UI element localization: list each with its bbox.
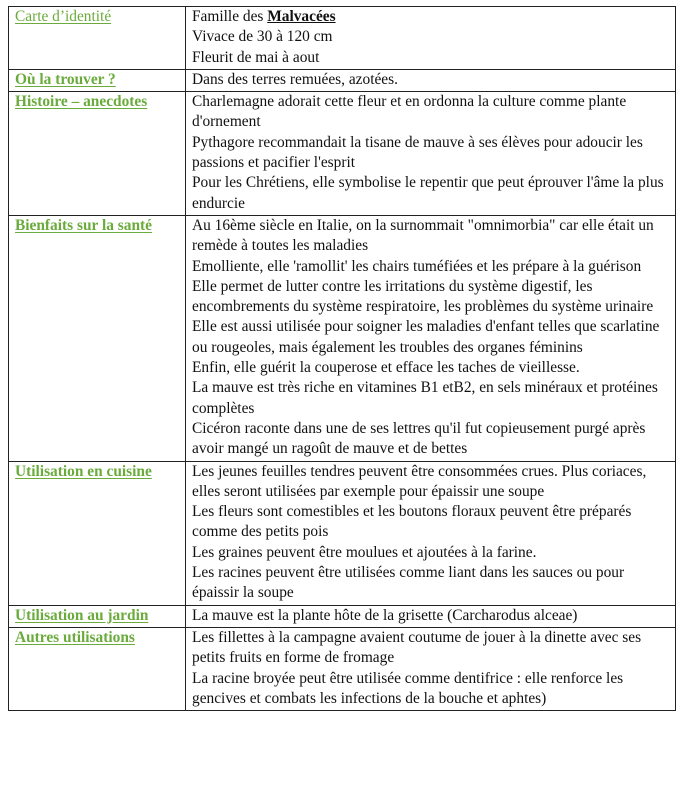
- table-row-cooking: [9, 461, 676, 605]
- content-line: Dans des terres remuées, azotées.: [192, 70, 398, 88]
- content-line: Emolliente, elle 'ramollit' les chairs tuméfiées et les prépare à la guérison: [192, 257, 642, 275]
- table-row-where: [9, 69, 676, 91]
- row-content-other: [186, 627, 676, 710]
- row-label-cooking: Utilisation en cuisine: [9, 461, 186, 605]
- content-line: Les racines peuvent être utilisées comme liant dans les sauces ou pour épaissir la soupe: [192, 564, 625, 602]
- row-content-history: [186, 92, 676, 216]
- content-line: Cicéron raconte dans une de ses lettres qu'il fut copieusement purgé après avoir mangé un ragoût de mauve et de bettes: [192, 419, 646, 458]
- row-label-where: Où la trouver ?: [9, 69, 186, 91]
- content-line: Les jeunes feuilles tendres peuvent être consommées crues. Plus coriaces, elles seront utilisées par exemple pour épaissir une soupe: [192, 462, 647, 500]
- family-name: Malvacées: [267, 8, 336, 25]
- content-line: Charlemagne adorait cette fleur et en ordonna la culture comme plante d'ornement: [192, 93, 627, 131]
- content-line: Elle permet de lutter contre les irritations du système digestif, les encombrements du système respiratoire, les problèmes du système urinaire: [192, 277, 654, 316]
- row-content-garden: [186, 605, 676, 627]
- content-line: Pour les Chrétiens, elle symbolise le repentir que peut éprouver l'âme la plus endurcie: [192, 174, 664, 212]
- table-row-other: [9, 627, 676, 710]
- content-line: Au 16ème siècle en Italie, on la surnommait "omnimorbia" car elle était un remède à toutes les maladies: [192, 216, 654, 255]
- content-line: La racine broyée peut être utilisée comme dentifrice : elle renforce les gencives et combats les infections de la bouche et aphtes): [192, 669, 624, 707]
- row-content-health: [186, 215, 676, 461]
- row-label-history: Histoire – anecdotes: [9, 92, 186, 216]
- row-label-other: Autres utilisations: [9, 627, 186, 710]
- content-line: Les graines peuvent être moulues et ajoutées à la farine.: [192, 543, 537, 561]
- row-content-cooking: [186, 461, 676, 605]
- info-table: [8, 6, 676, 711]
- content-line: Les fillettes à la campagne avaient coutume de jouer à la dinette avec ses petits fruits en forme de fromage: [192, 628, 642, 667]
- row-content-identity: [186, 7, 676, 70]
- row-label-garden: Utilisation au jardin: [9, 605, 186, 627]
- content-line: Pythagore recommandait la tisane de mauve à ses élèves pour adoucir les passions et pacifier l'esprit: [192, 133, 643, 172]
- table-row-health: [9, 215, 676, 461]
- content-line: La mauve est très riche en vitamines B1 etB2, en sels minéraux et protéines complètes: [192, 379, 658, 417]
- content-line: Fleurit de mai à aout: [192, 48, 320, 66]
- table-row-history: [9, 92, 676, 216]
- content-line: Enfin, elle guérit la couperose et efface les taches de vieillesse.: [192, 359, 580, 377]
- row-label-health: Bienfaits sur la santé: [9, 215, 186, 461]
- table-row-garden: [9, 605, 676, 627]
- row-content-where: [186, 69, 676, 91]
- content-line: Vivace de 30 à 120 cm: [192, 28, 333, 46]
- content-line: Les fleurs sont comestibles et les boutons floraux peuvent être préparés comme des petits pois: [192, 503, 632, 541]
- content-line: Elle est aussi utilisée pour soigner les maladies d'enfant telles que scarlatine ou rougeoles, mais également les troubles des organes féminins: [192, 318, 660, 356]
- content-line: La mauve est la plante hôte de la grisette (Carcharodus alceae): [192, 606, 578, 624]
- family-line: Famille des Malvacées: [192, 8, 336, 25]
- row-label-identity: Carte d’identité: [9, 7, 186, 70]
- table-row-identity: [9, 7, 676, 70]
